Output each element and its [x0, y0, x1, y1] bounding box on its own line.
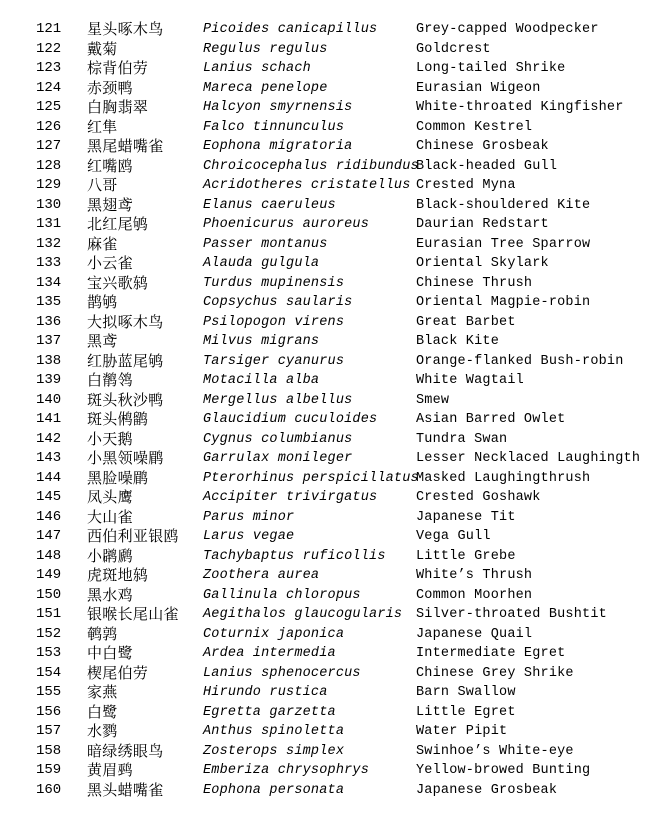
scientific-name: Mergellus albellus	[203, 392, 353, 408]
scientific-name: Motacilla alba	[203, 373, 320, 388]
scientific-name: Coturnix japonica	[203, 626, 345, 642]
english-name: White-throated Kingfisher	[416, 100, 624, 115]
scientific-name: Elanus caeruleus	[203, 197, 336, 213]
english-name: Oriental Magpie-robin	[416, 295, 591, 310]
english-name: Daurian Redstart	[416, 217, 549, 232]
row-number: 146	[36, 508, 62, 525]
table-row	[0, 391, 646, 411]
scientific-name: Zoothera aurea	[203, 568, 320, 583]
scientific-name: Pterorhinus perspicillatus	[203, 470, 419, 486]
scientific-name: Aegithalos glaucogularis	[203, 607, 403, 622]
row-number: 152	[36, 625, 62, 642]
table-row	[0, 761, 646, 781]
row-number: 126	[36, 118, 62, 135]
row-number: 138	[36, 352, 62, 369]
scientific-name: Lanius sphenocercus	[203, 665, 361, 681]
table-row	[0, 722, 646, 742]
row-number: 133	[36, 255, 62, 271]
row-number: 147	[36, 528, 62, 544]
english-name: Black-shouldered Kite	[416, 197, 591, 213]
chinese-name: 大山雀	[87, 507, 133, 526]
scientific-name: Parus minor	[203, 509, 295, 525]
english-name: Asian Barred Owlet	[416, 412, 566, 427]
chinese-name: 红嘴鸥	[87, 156, 133, 175]
table-row	[0, 508, 646, 528]
table-row	[0, 352, 646, 372]
chinese-name: 黑水鸡	[87, 585, 133, 604]
chinese-name: 赤颈鸭	[87, 78, 133, 97]
row-number: 130	[36, 196, 62, 213]
table-row	[0, 527, 646, 547]
scientific-name: Eophona personata	[203, 782, 345, 798]
species-table	[0, 20, 646, 800]
table-row	[0, 566, 646, 586]
table-row	[0, 449, 646, 469]
chinese-name: 水鹨	[87, 722, 118, 740]
english-name: Great Barbet	[416, 314, 516, 330]
table-row	[0, 742, 646, 762]
chinese-name: 家燕	[87, 683, 118, 701]
row-number: 145	[36, 489, 62, 505]
chinese-name: 楔尾伯劳	[87, 663, 149, 682]
chinese-name: 麻雀	[87, 234, 118, 253]
row-number: 157	[36, 723, 62, 739]
chinese-name: 西伯利亚银鸥	[87, 527, 179, 545]
english-name: White Wagtail	[416, 373, 524, 388]
chinese-name: 暗绿绣眼鸟	[87, 741, 164, 760]
chinese-name: 宝兴歌鸫	[87, 273, 149, 292]
chinese-name: 棕背伯劳	[87, 59, 149, 77]
table-row	[0, 586, 646, 606]
scientific-name: Gallinula chloropus	[203, 587, 361, 603]
table-row	[0, 313, 646, 333]
table-row	[0, 215, 646, 235]
table-row	[0, 235, 646, 255]
english-name: Eurasian Wigeon	[416, 80, 541, 96]
row-number: 142	[36, 430, 62, 447]
chinese-name: 北红尾鸲	[87, 215, 149, 233]
scientific-name: Tachybaptus ruficollis	[203, 548, 386, 564]
table-row	[0, 371, 646, 391]
table-row	[0, 118, 646, 138]
row-number: 122	[36, 40, 62, 57]
scientific-name: Anthus spinoletta	[203, 724, 345, 739]
english-name: Barn Swallow	[416, 685, 516, 700]
scientific-name: Phoenicurus auroreus	[203, 217, 370, 232]
row-number: 124	[36, 79, 62, 96]
row-number: 128	[36, 157, 62, 174]
row-number: 139	[36, 372, 62, 388]
scientific-name: Acridotheres cristatellus	[203, 178, 411, 193]
english-name: Crested Myna	[416, 178, 516, 193]
table-row	[0, 410, 646, 430]
table-row	[0, 176, 646, 196]
english-name: Yellow-browed Bunting	[416, 763, 591, 778]
chinese-name: 白鹡鸰	[87, 371, 133, 389]
table-row	[0, 98, 646, 118]
row-number: 149	[36, 567, 62, 583]
scientific-name: Zosterops simplex	[203, 743, 345, 759]
scientific-name: Larus vegae	[203, 529, 295, 544]
row-number: 160	[36, 781, 62, 798]
scientific-name: Garrulax monileger	[203, 451, 353, 466]
english-name: Chinese Thrush	[416, 275, 533, 291]
row-number: 123	[36, 60, 62, 76]
english-name: Japanese Grosbeak	[416, 782, 558, 798]
scientific-name: Passer montanus	[203, 236, 328, 252]
table-row	[0, 137, 646, 157]
scientific-name: Cygnus columbianus	[203, 431, 353, 447]
chinese-name: 黑脸噪鹛	[87, 468, 149, 487]
chinese-name: 斑头秋沙鸭	[87, 390, 164, 409]
table-row	[0, 664, 646, 684]
english-name: Long-tailed Shrike	[416, 61, 566, 76]
scientific-name: Glaucidium cuculoides	[203, 412, 378, 427]
table-row	[0, 59, 646, 79]
scientific-name: Ardea intermedia	[203, 646, 336, 661]
english-name: Black-headed Gull	[416, 158, 558, 174]
chinese-name: 小天鹅	[87, 429, 133, 448]
scientific-name: Chroicocephalus ridibundus	[203, 158, 419, 174]
table-row	[0, 40, 646, 60]
chinese-name: 斑头鸺鹠	[87, 410, 149, 428]
row-number: 135	[36, 294, 62, 310]
row-number: 155	[36, 684, 62, 700]
chinese-name: 小黑领噪鹛	[87, 449, 164, 467]
row-number: 140	[36, 391, 62, 408]
table-row	[0, 488, 646, 508]
chinese-name: 红隼	[87, 117, 118, 136]
scientific-name: Mareca penelope	[203, 80, 328, 96]
chinese-name: 中白鹭	[87, 644, 133, 662]
chinese-name: 小䴙䴘	[87, 546, 133, 565]
chinese-name: 黑鸢	[87, 332, 118, 350]
english-name: Water Pipit	[416, 724, 508, 739]
scientific-name: Milvus migrans	[203, 334, 320, 349]
scientific-name: Accipiter trivirgatus	[203, 490, 378, 505]
scientific-name: Emberiza chrysophrys	[203, 763, 370, 778]
chinese-name: 星头啄木鸟	[87, 20, 164, 38]
chinese-name: 黑尾蜡嘴雀	[87, 137, 164, 155]
scientific-name: Regulus regulus	[203, 41, 328, 57]
table-row	[0, 274, 646, 294]
row-number: 154	[36, 664, 62, 681]
table-row	[0, 605, 646, 625]
table-row	[0, 20, 646, 40]
row-number: 143	[36, 450, 62, 466]
table-row	[0, 683, 646, 703]
row-number: 137	[36, 333, 62, 349]
chinese-name: 黑头蜡嘴雀	[87, 780, 164, 799]
row-number: 156	[36, 703, 62, 720]
chinese-name: 白胸翡翠	[87, 98, 149, 116]
table-row	[0, 430, 646, 450]
scientific-name: Hirundo rustica	[203, 685, 328, 700]
scientific-name: Picoides canicapillus	[203, 22, 378, 37]
row-number: 121	[36, 21, 62, 37]
table-row	[0, 644, 646, 664]
scientific-name: Falco tinnunculus	[203, 119, 345, 135]
table-row	[0, 469, 646, 489]
english-name: Oriental Skylark	[416, 256, 549, 271]
table-row	[0, 293, 646, 313]
english-name: Eurasian Tree Sparrow	[416, 236, 591, 252]
english-name: Orange-flanked Bush-robin	[416, 353, 624, 369]
row-number: 144	[36, 469, 62, 486]
scientific-name: Psilopogon virens	[203, 314, 345, 330]
row-number: 153	[36, 645, 62, 661]
scientific-name: Egretta garzetta	[203, 704, 336, 720]
scientific-name: Halcyon smyrnensis	[203, 100, 353, 115]
table-row	[0, 157, 646, 177]
table-row	[0, 703, 646, 723]
english-name: Japanese Tit	[416, 509, 516, 525]
english-name: Vega Gull	[416, 529, 491, 544]
chinese-name: 银喉长尾山雀	[87, 605, 179, 623]
row-number: 134	[36, 274, 62, 291]
english-name: Masked Laughingthrush	[416, 470, 591, 486]
row-number: 132	[36, 235, 62, 252]
english-name: Tundra Swan	[416, 431, 508, 447]
table-row	[0, 781, 646, 801]
chinese-name: 鹌鹑	[87, 624, 118, 643]
english-name: Grey-capped Woodpecker	[416, 22, 599, 37]
row-number: 131	[36, 216, 62, 232]
row-number: 151	[36, 606, 62, 622]
english-name: Swinhoe’s White-eye	[416, 743, 574, 759]
scientific-name: Eophona migratoria	[203, 139, 353, 154]
scientific-name: Copsychus saularis	[203, 295, 353, 310]
row-number: 148	[36, 547, 62, 564]
row-number: 158	[36, 742, 62, 759]
chinese-name: 凤头鹰	[87, 488, 133, 506]
chinese-name: 大拟啄木鸟	[87, 312, 164, 331]
scientific-name: Turdus mupinensis	[203, 275, 345, 291]
english-name: Japanese Quail	[416, 626, 533, 642]
chinese-name: 黄眉鹀	[87, 761, 133, 779]
row-number: 150	[36, 586, 62, 603]
row-number: 159	[36, 762, 62, 778]
english-name: Black Kite	[416, 334, 500, 349]
english-name: Crested Goshawk	[416, 490, 541, 505]
row-number: 129	[36, 177, 62, 193]
english-name: Chinese Grosbeak	[416, 139, 549, 154]
chinese-name: 红胁蓝尾鸲	[87, 351, 164, 370]
table-row	[0, 79, 646, 99]
english-name: Intermediate Egret	[416, 646, 566, 661]
chinese-name: 八哥	[87, 176, 118, 194]
row-number: 125	[36, 99, 62, 115]
chinese-name: 戴菊	[87, 39, 118, 58]
english-name: Common Kestrel	[416, 119, 533, 135]
table-row	[0, 332, 646, 352]
english-name: Little Egret	[416, 704, 516, 720]
chinese-name: 鹊鸲	[87, 293, 118, 311]
english-name: Goldcrest	[416, 41, 491, 57]
scientific-name: Lanius schach	[203, 61, 311, 76]
english-name: Lesser Necklaced Laughingth	[416, 451, 641, 466]
table-row	[0, 254, 646, 274]
chinese-name: 虎斑地鸫	[87, 566, 149, 584]
scientific-name: Alauda gulgula	[203, 256, 320, 271]
english-name: Chinese Grey Shrike	[416, 665, 574, 681]
table-row	[0, 196, 646, 216]
table-row	[0, 547, 646, 567]
table-row	[0, 625, 646, 645]
row-number: 136	[36, 313, 62, 330]
english-name: Silver-throated Bushtit	[416, 607, 607, 622]
english-name: Little Grebe	[416, 548, 516, 564]
row-number: 141	[36, 411, 62, 427]
english-name: Common Moorhen	[416, 587, 533, 603]
row-number: 127	[36, 138, 62, 154]
chinese-name: 白鹭	[87, 702, 118, 721]
chinese-name: 小云雀	[87, 254, 133, 272]
chinese-name: 黑翅鸢	[87, 195, 133, 214]
scientific-name: Tarsiger cyanurus	[203, 353, 345, 369]
english-name: White’s Thrush	[416, 568, 533, 583]
english-name: Smew	[416, 392, 450, 408]
